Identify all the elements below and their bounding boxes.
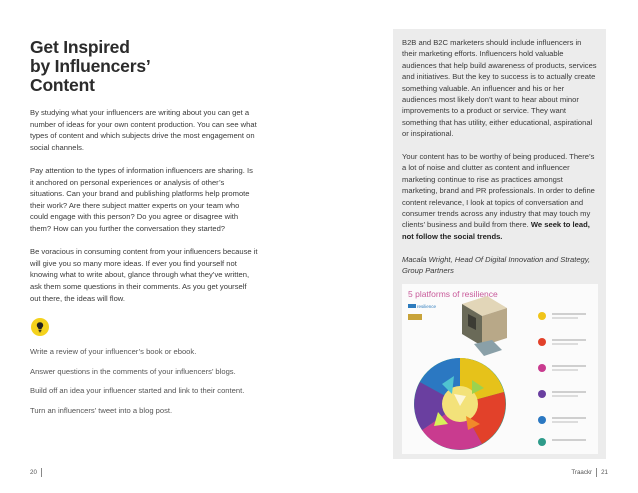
body-paragraph: By studying what your influencers are writing about you can get a number of ideas for your own content production. You can see what types of content and which subjects drive the most engagement on social channels. — [30, 108, 257, 152]
tip-item: Write a review of your influencer’s book or ebook. — [30, 347, 197, 357]
panel-paragraph-text: Your content has to be worthy of being produced. There’s a lot of noise and clutter as content and influencer marketing continue to rise as practices amongst marketing, brand and PR professionals. In order to define content relevance, I look at topics of conversation and consumer trends across any industry that may touch my clients’ business and build from there. — [402, 152, 595, 230]
title-line: Content — [30, 75, 95, 95]
infographic-title: 5 platforms of resilience — [408, 289, 498, 299]
body-paragraph: Pay attention to the types of information influencers are sharing. Is it anchored on personal experiences or analysis of other’s situations. Can your brand and publishing platforms help promote their work? Are there subject matter experts on your team who could engage with this person? Do you agree or disagree with them? How can you further the conversation they started? — [30, 165, 253, 233]
footer-brand: Traackr — [571, 469, 593, 477]
page-title — [30, 38, 258, 95]
footer-divider — [41, 468, 42, 477]
infographic-logo: resilience — [417, 304, 437, 309]
footer-divider — [596, 468, 597, 477]
quote-panel — [393, 29, 606, 459]
quote-attribution: Macala Wright, Head Of Digital Innovation and Strategy, Group Partners — [402, 254, 591, 276]
footer-left — [30, 468, 46, 477]
left-column — [30, 38, 258, 424]
tip-item: Build off an idea your influencer started and link to their content. — [30, 386, 245, 396]
page-number-left: 20 — [30, 469, 37, 477]
title-line: Get Inspired — [30, 37, 130, 57]
panel-paragraph — [402, 151, 598, 242]
panel-paragraph-emphasis: We seek to lead, not follow the social trends. — [402, 220, 590, 241]
resilience-infographic — [402, 284, 598, 454]
body-paragraph: Be voracious in consuming content from your influencers because it will give you so many more ideas. If ever you find yourself not knowing what to write about, glance through what they’ve written, ask them some questions in their comments. As you get yourself out there, the ideas will flow. — [30, 247, 258, 303]
lightbulb-icon — [31, 318, 49, 336]
page-number-right: 21 — [601, 469, 608, 477]
tip-item: Answer questions in the comments of your influencers’ blogs. — [30, 366, 236, 376]
infographic-graphic — [402, 284, 598, 454]
title-line: by Influencers’ — [30, 56, 151, 76]
footer-right — [571, 468, 608, 477]
tip-item: Turn an influencers’ tweet into a blog post. — [30, 405, 173, 415]
panel-paragraph: B2B and B2C marketers should include influencers in their marketing efforts. Influencers hold valuable audiences that help build awareness of products, services and initiatives. But the key to success is to actually create something valuable. An influencer and his or her audiences most likely don’t want to hear about minor improvements to a product or service. They want something that has utility, either educational, aspirational or inspirational. — [402, 38, 597, 139]
